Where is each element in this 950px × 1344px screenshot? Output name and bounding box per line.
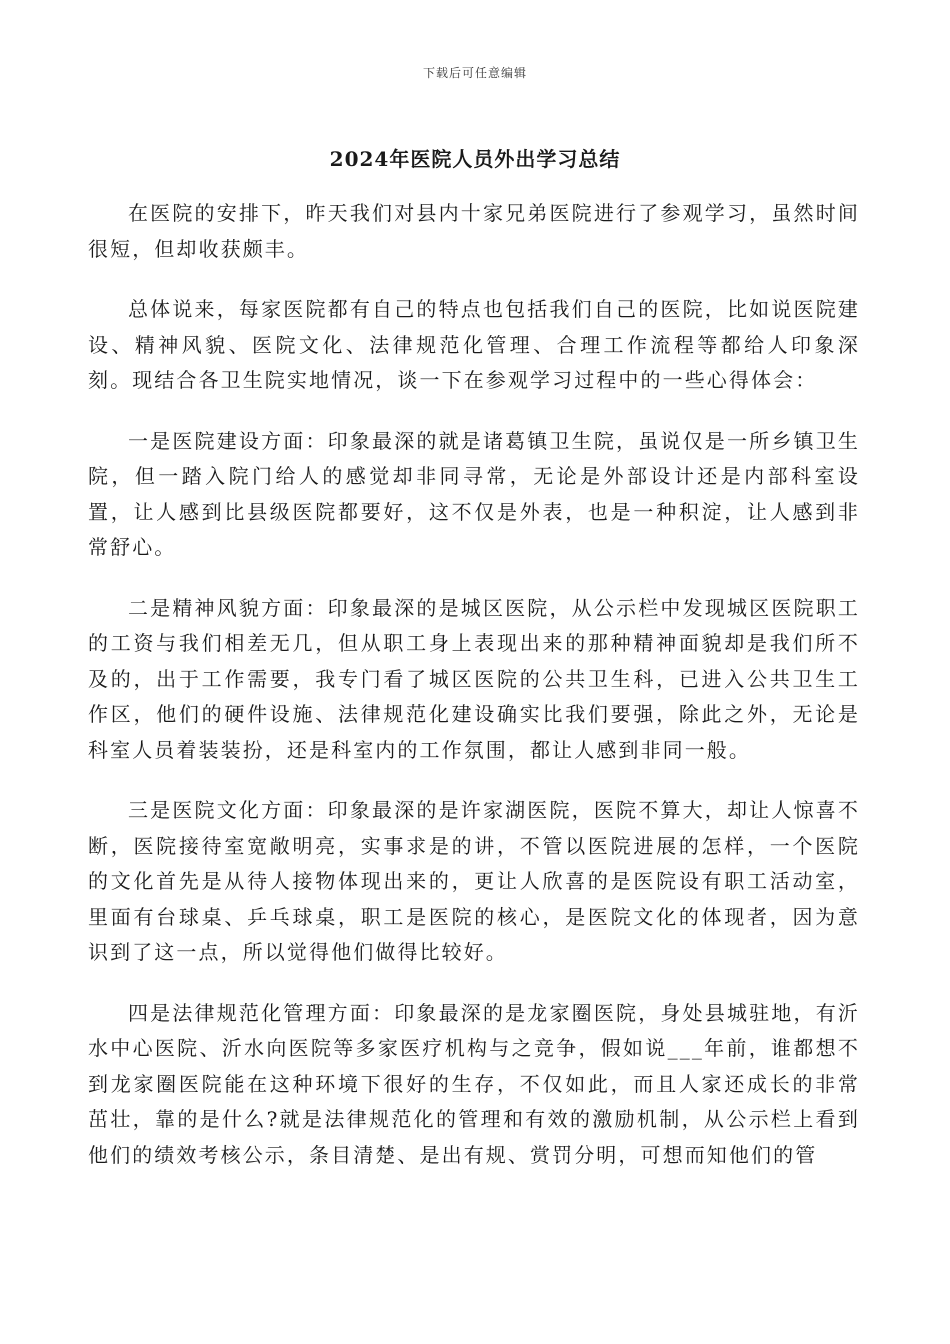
paragraph-intro: 在医院的安排下，昨天我们对县内十家兄弟医院进行了参观学习，虽然时间很短，但却收获颇丰。 [88,201,860,261]
paragraph-management: 四是法律规范化管理方面：印象最深的是龙家圈医院，身处县城驻地，有沂水中心医院、沂水向医院等多家医疗机构与之竞争，假如说___年前，谁都想不到龙家圈医院能在这种环境下很好的生存，不仅如此，而且人家还成长的非常茁壮，靠的是什么?就是法律规范化的管理和有效的激励机制，从公示栏上看到他们的绩效考核公示，条目清楚、是出有规、赏罚分明，可想而知他们的管 [88,1000,860,1167]
document-body [88,196,860,1198]
paragraph-overview: 总体说来，每家医院都有自己的特点也包括我们自己的医院，比如说医院建设、精神风貌、医院文化、法律规范化管理、合理工作流程等都给人印象深刻。现结合各卫生院实地情况，谈一下在参观学习过程中的一些心得体会： [88,297,860,392]
paragraph-culture: 三是医院文化方面：印象最深的是许家湖医院，医院不算大，却让人惊喜不断，医院接待室宽敞明亮，实事求是的讲，不管以医院进展的怎样，一个医院的文化首先是从待人接物体现出来的，更让人欣喜的是医院设有职工活动室，里面有台球桌、乒乓球桌，职工是医院的核心，是医院文化的体现者，因为意识到了这一点，所以觉得他们做得比较好。 [88,798,860,964]
paragraph-spirit: 二是精神风貌方面：印象最深的是城区医院，从公示栏中发现城区医院职工的工资与我们相差无几，但从职工身上表现出来的那种精神面貌却是我们所不及的，出于工作需要，我专门看了城区医院的公共卫生科，已进入公共卫生工作区，他们的硬件设施、法律规范化建设确实比我们要强，除此之外，无论是科室人员着装装扮，还是科室内的工作氛围，都让人感到非同一般。 [88,595,860,762]
header-note: 下载后可任意编辑 [422,66,527,80]
document-title: 2024年医院人员外出学习总结 [329,147,621,171]
paragraph-construction: 一是医院建设方面：印象最深的就是诸葛镇卫生院，虽说仅是一所乡镇卫生院，但一踏入院门给人的感觉却非同寻常，无论是外部设计还是内部科室设置，让人感到比县级医院都要好，这不仅是外表，也是一种积淀，让人感到非常舒心。 [88,428,860,559]
